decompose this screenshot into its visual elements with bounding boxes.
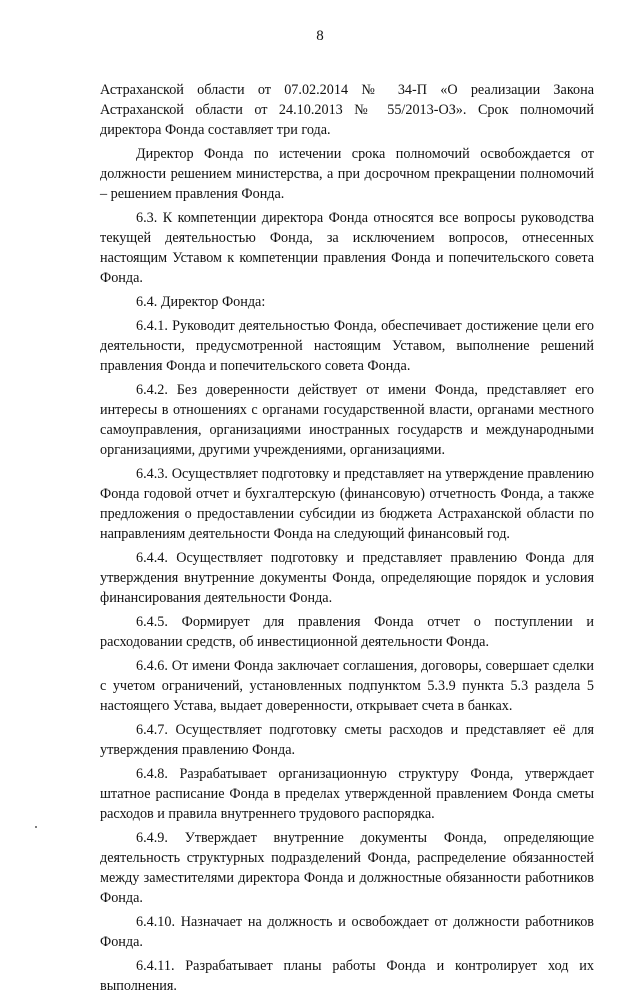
paragraph-6-4-4: 6.4.4. Осуществляет подготовку и представляет правлению Фонда для утверждения внутренние документы Фонда, определяющие порядок и условия финансирования деятельности Фонда. (100, 550, 594, 606)
paragraph-6-4-8: 6.4.8. Разрабатывает организационную структуру Фонда, утверждает штатное расписание Фонда в пределах утвержденной правлением Фонда сметы расходов и правила внутреннего трудового распорядка. (100, 766, 594, 822)
document-body (100, 80, 594, 1000)
paragraph-6-4-1: 6.4.1. Руководит деятельностью Фонда, обеспечивает достижение цели его деятельности, предусмотренной настоящим Уставом, выполнение решений правления Фонда и попечительского совета Фонда. (100, 318, 594, 374)
paragraph-continuation: Астраханской области от 07.02.2014 № 34-П «О реализации Закона Астраханской области от 24.10.2013 № 55/2013-ОЗ». Срок полномочий директора Фонда составляет три года. (100, 82, 594, 138)
paragraph-6-4-9: 6.4.9. Утверждает внутренние документы Фонда, определяющие деятельность структурных подразделений Фонда, распределение обязанностей между заместителями директора Фонда и должностные обязанности работников Фонда. (100, 830, 594, 906)
paragraph-6-4-11: 6.4.11. Разрабатывает планы работы Фонда и контролирует ход их выполнения. (100, 958, 594, 994)
paragraph-6-4-3: 6.4.3. Осуществляет подготовку и представляет на утверждение правлению Фонда годовой отчет и бухгалтерскую (финансовую) отчетность Фонда, а также предложения о предоставлении субсидии из бюджета Астраханской области по направлениям деятельности Фонда на следующий финансовый год. (100, 466, 594, 542)
paragraph-6-3: 6.3. К компетенции директора Фонда относятся все вопросы руководства текущей деятельностью Фонда, за исключением вопросов, отнесенных настоящим Уставом к компетенции правления Фонда и попечительского совета Фонда. (100, 210, 594, 286)
paragraph-6-4-2: 6.4.2. Без доверенности действует от имени Фонда, представляет его интересы в отношениях с органами государственной власти, органами местного самоуправления, организациями иностранных государств и международными организациями, другими учреждениями, организациями. (100, 382, 594, 458)
paragraph-6-4-7: 6.4.7. Осуществляет подготовку сметы расходов и представляет её для утверждения правлению Фонда. (100, 722, 594, 758)
paragraph-6-4-5: 6.4.5. Формирует для правления Фонда отчет о поступлении и расходовании средств, об инвестиционной деятельности Фонда. (100, 614, 594, 650)
paragraph-6-4-6: 6.4.6. От имени Фонда заключает соглашения, договоры, совершает сделки с учетом ограничений, установленных подпунктом 5.3.9 пункта 5.3 раздела 5 настоящего Устава, выдает доверенности, открывает счета в банках. (100, 658, 594, 714)
paragraph-6-4-10: 6.4.10. Назначает на должность и освобождает от должности работников Фонда. (100, 914, 594, 950)
paragraph-6-4: 6.4. Директор Фонда: (136, 294, 266, 310)
scan-speck (35, 826, 37, 828)
page-number: 8 (316, 28, 324, 44)
paragraph-director-term-end: Директор Фонда по истечении срока полномочий освобождается от должности решением министерства, а при досрочном прекращении полномочий – решением правления Фонда. (100, 146, 594, 202)
